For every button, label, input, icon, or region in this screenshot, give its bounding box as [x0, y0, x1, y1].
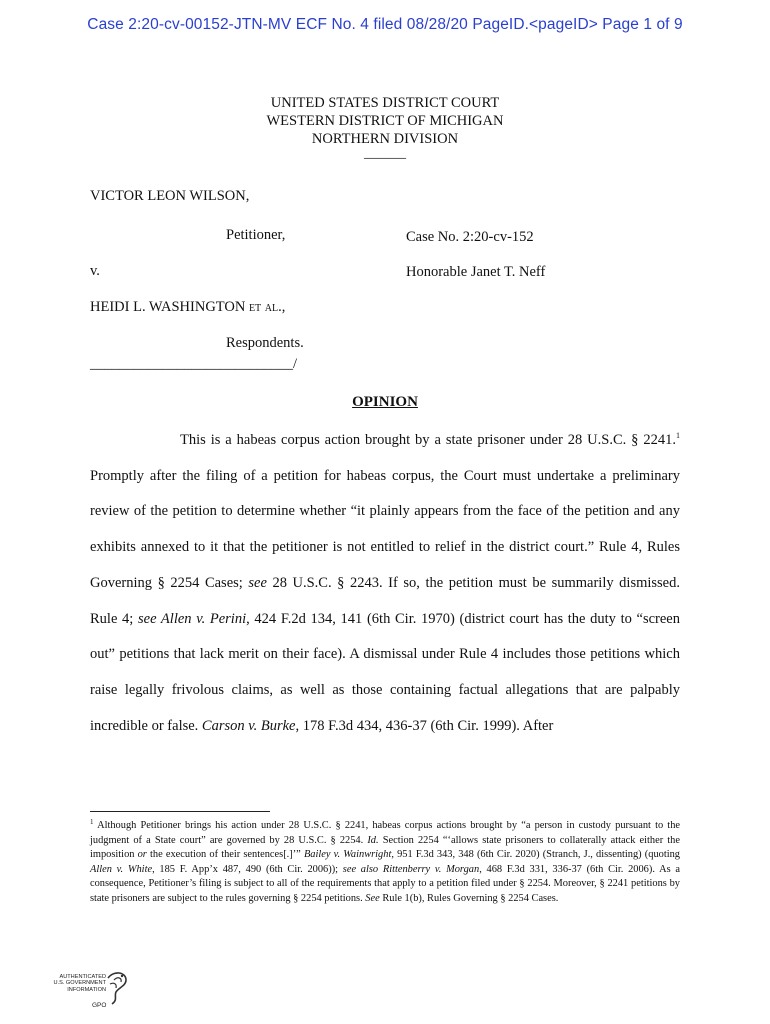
footnote-segment: Although Petitioner brings his action under 28 U.S.C. § 2241, habeas corpus actions brought by “a person in custody pursuant to the judgment of a State court” are governed by 28 U.S.C. § 2254. — [90, 820, 680, 846]
body-text: 28 U.S.C. § 2243. If so, the petition must be summarily dismissed. Rule 4; — [90, 574, 680, 627]
opinion-body — [90, 423, 680, 744]
gpo-authentication-text — [40, 974, 106, 993]
case-citation-bailey: Bailey v. Wainwright — [303, 849, 392, 861]
case-number: Case No. 2:20-cv-152 — [406, 229, 534, 245]
court-district: WESTERN DISTRICT OF MICHIGAN — [266, 113, 504, 129]
signal-see: see — [248, 574, 267, 591]
respondent-role: Respondents. — [226, 335, 304, 351]
footnote — [90, 819, 680, 907]
opinion-title: OPINION — [352, 394, 418, 410]
footnote-reference: 1 — [676, 431, 680, 440]
footnote-segment: Section 2254 “‘allows state prisoners to collaterally attack either the imposition — [90, 834, 680, 861]
court-division: NORTHERN DIVISION — [311, 131, 459, 147]
body-text: , 424 F.2d 134, 141 (6th Cir. 1970) (district court has the duty to “screen out” petitions that lack merit on their face). A dismissal under Rule 4 includes those petitions which raise legally frivolous claims, as well as those containing factual allegations that are palpably incredible or false. — [90, 610, 680, 734]
footnote-segment: Rule 1(b), Rules Governing § 2254 Cases. — [379, 892, 559, 904]
case-citation-carson: Carson v. Burke — [201, 717, 296, 734]
judge-name: Honorable Janet T. Neff — [406, 264, 546, 280]
eagle-icon — [104, 970, 130, 1006]
footnote-segment: , 468 F.3d 331, 336-37 (6th Cir. 2006). As a consequence, Petitioner’s filing is subject to all of the requirements that apply to a petition filed under § 2254. Moreover, § 2241 petitions by state prisoners are subject to the rules governing § 2254 petitions. — [90, 863, 680, 904]
footnote-number: 1 — [90, 818, 94, 826]
petitioner-role: Petitioner, — [226, 227, 286, 243]
versus: v. — [90, 263, 100, 279]
court-name: UNITED STATES DISTRICT COURT — [270, 95, 500, 111]
body-text-start: This is a habeas corpus action brought by a state prisoner under 28 U.S.C. § 2241. — [180, 432, 676, 448]
gpo-mark: GPO — [92, 1002, 107, 1009]
case-citation-rittenberry: see also Rittenberry v. Morgan — [342, 863, 480, 875]
footnote-segment: the execution of their sentences[.]’” — [146, 849, 304, 861]
caption-end-line: ____________________________/ — [90, 356, 298, 372]
emphasis-or: or — [137, 849, 147, 861]
gpo-line: INFORMATION — [67, 986, 106, 993]
case-citation-allen-white: Allen v. White — [90, 863, 153, 875]
footnote-segment: , 185 F. App’x 487, 490 (6th Cir. 2006)); — [152, 863, 343, 875]
gpo-line: AUTHENTICATED — [59, 974, 106, 980]
footnote-separator — [90, 811, 270, 812]
gpo-authentication-logo — [40, 968, 150, 1014]
gpo-line: U.S. GOVERNMENT — [53, 980, 106, 987]
body-text: , 178 F.3d 434, 436-37 (6th Cir. 1999). After — [295, 717, 554, 734]
case-citation-allen-perini: see Allen v. Perini — [138, 610, 247, 627]
respondent-name: HEIDI L. WASHINGTON et al., — [90, 299, 286, 315]
ecf-header-stamp: Case 2:20-cv-00152-JTN-MV ECF No. 4 filed 08/28/20 PageID.<pageID> Page 1 of 9 — [87, 16, 683, 33]
footnote-text — [90, 819, 680, 907]
footnote-segment: , 951 F.3d 343, 348 (6th Cir. 2020) (Stranch, J., dissenting) (quoting — [391, 849, 680, 861]
signal-see: See — [365, 892, 380, 904]
opinion-paragraph — [90, 423, 680, 744]
body-text: Promptly after the filing of a petition for habeas corpus, the Court must undertake a preliminary review of the petition to determine whether “it plainly appears from the face of the petition and any exhibits annexed to it that the petitioner is not entitled to relief in the district court.” Rule 4, Rules Governing § 2254 Cases; — [90, 467, 680, 591]
heading-rule: ______ — [364, 146, 406, 161]
court-heading — [0, 94, 770, 160]
citation-id: Id. — [367, 834, 379, 846]
petitioner-name: VICTOR LEON WILSON, — [90, 188, 250, 204]
